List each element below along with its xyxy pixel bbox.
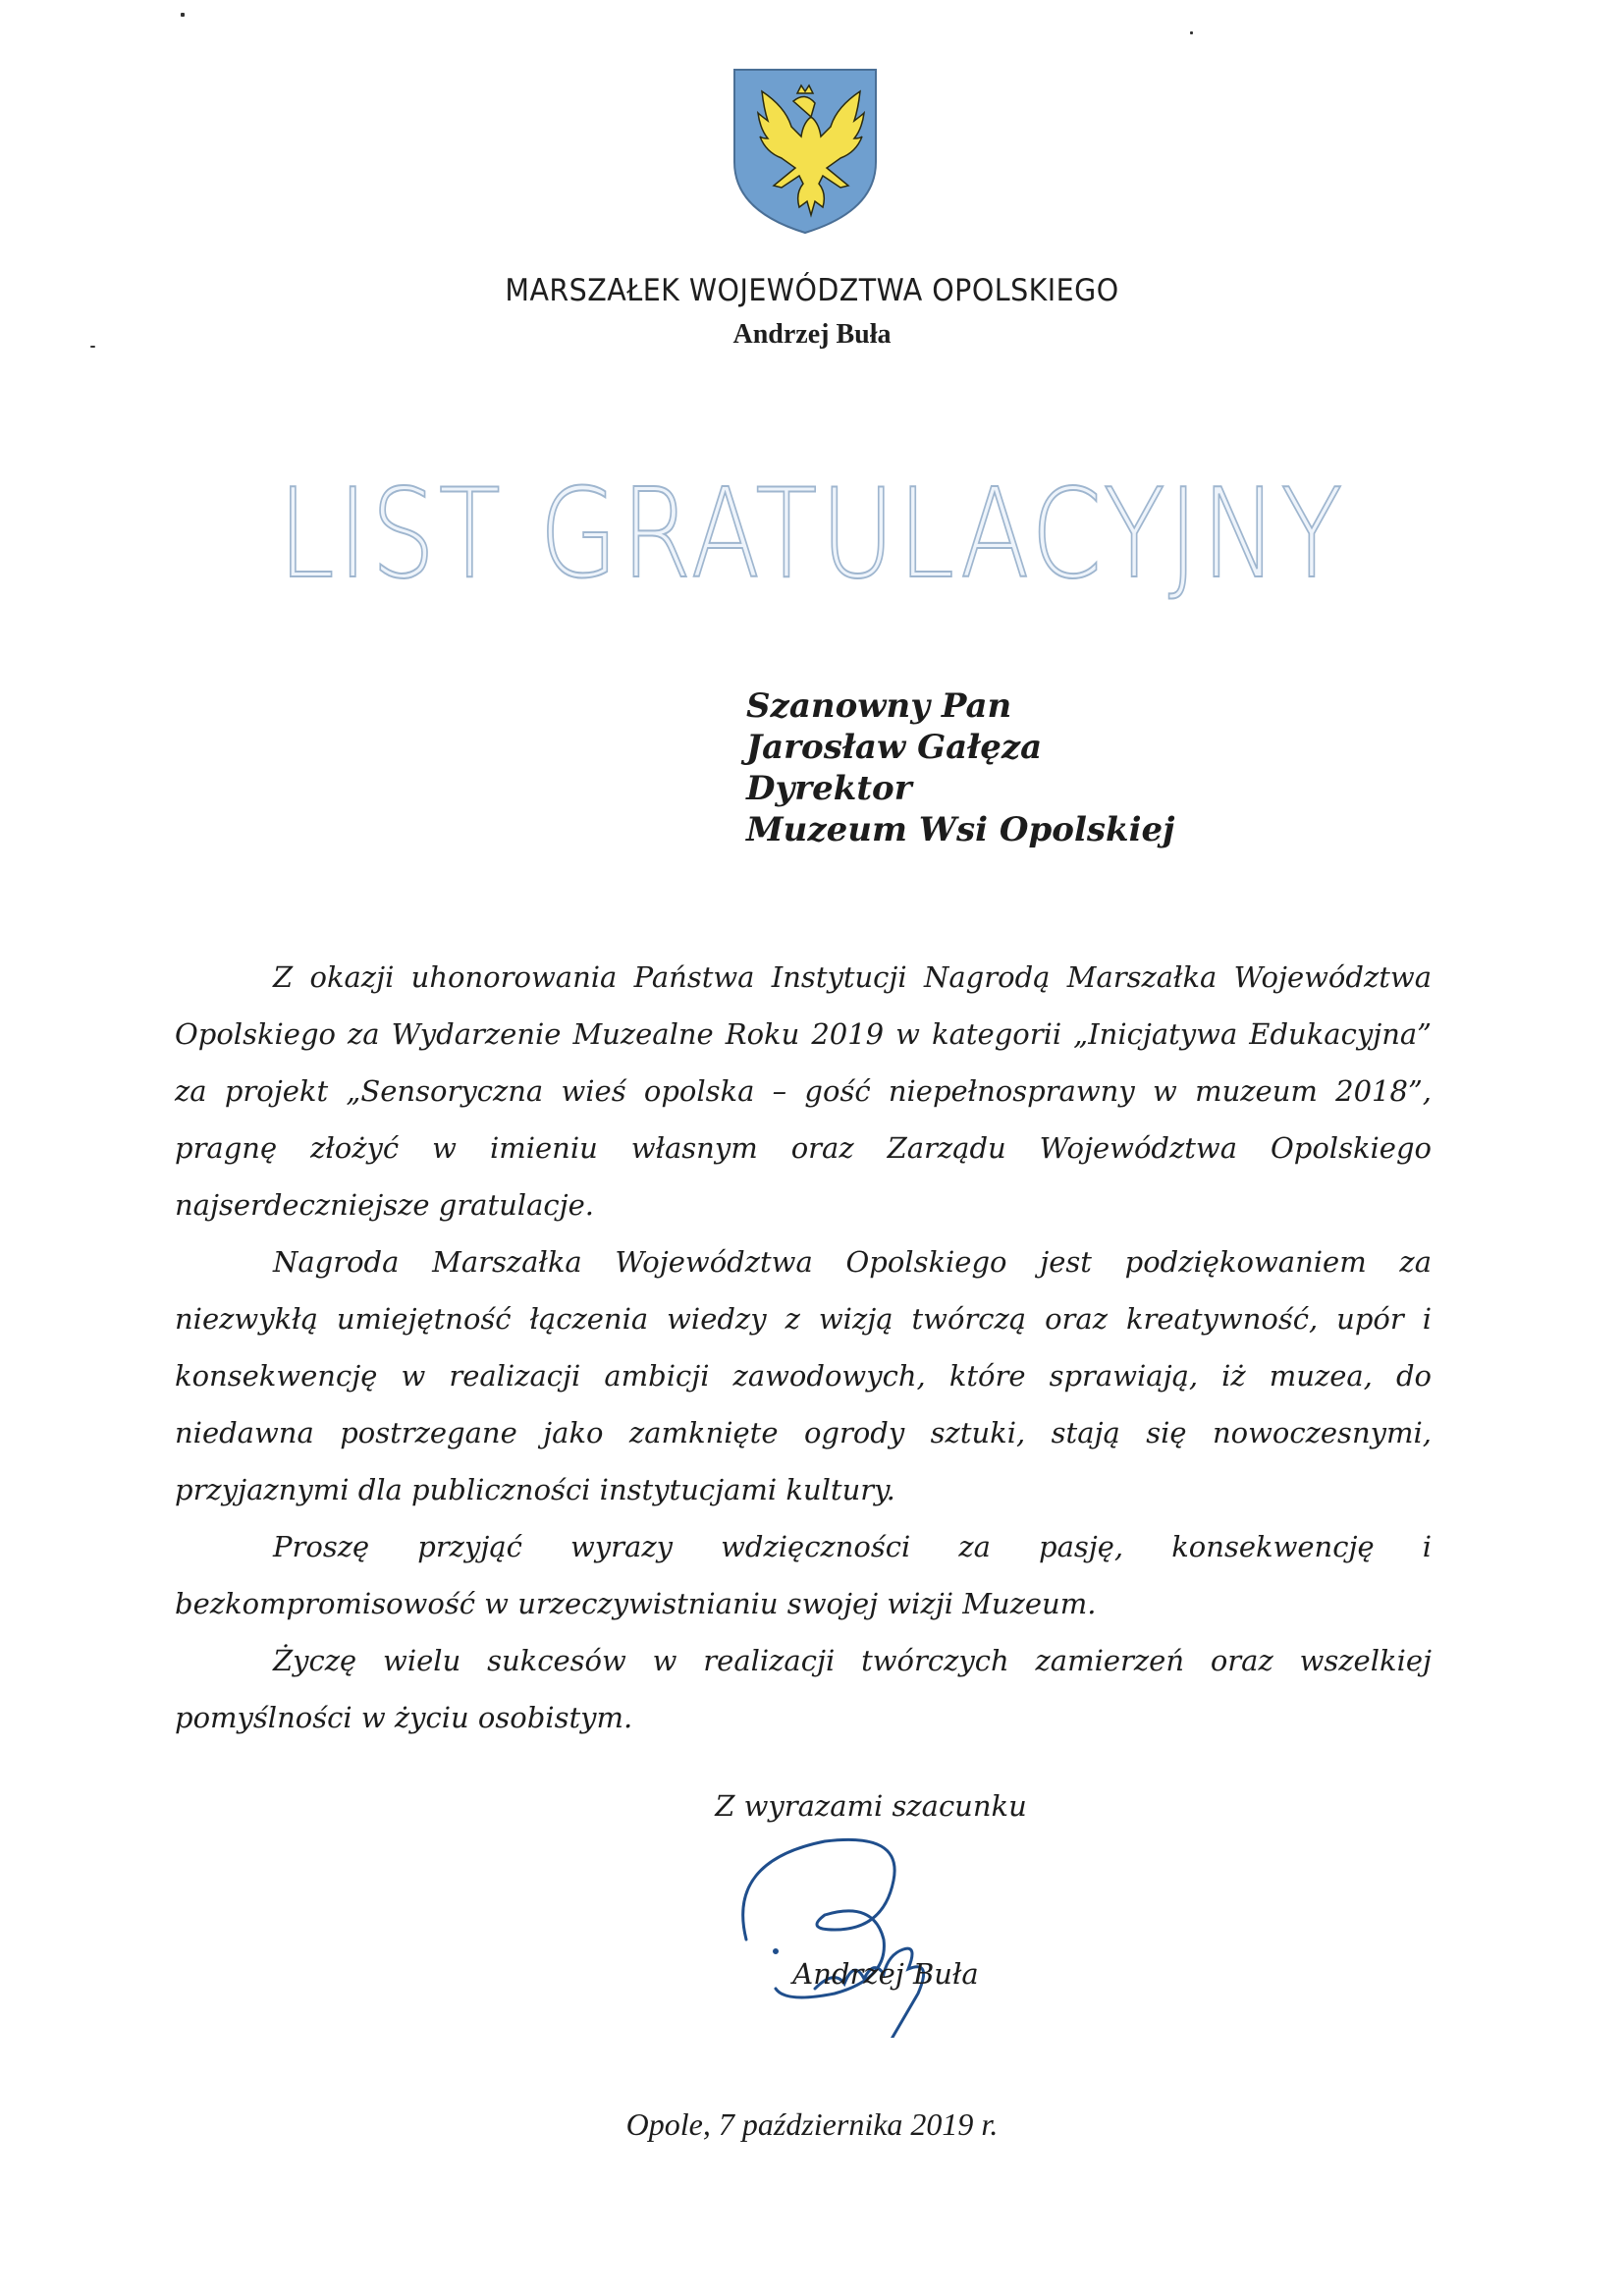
letter-body — [175, 949, 1432, 1746]
handwritten-signature — [707, 1822, 1021, 2038]
recipient-position: Dyrektor — [746, 769, 912, 808]
scan-speck — [1190, 31, 1193, 34]
recipient-salutation: Szanowny Pan — [746, 686, 1012, 726]
recipient-block — [746, 685, 1174, 850]
body-paragraph: Życzę wielu sukcesów w realizacji twórczych zamierzeń oraz wszelkiej pomyślności w życiu osobistym. — [175, 1644, 1432, 1734]
closing-text: Z wyrazami szacunku — [715, 1789, 1027, 1823]
office-heading: MARSZAŁEK WOJEWÓDZTWA OPOLSKIEGO — [505, 273, 1119, 308]
body-paragraph: Proszę przyjąć wyrazy wdzięczności za pasję, konsekwencję i bezkompromisowość w urzeczywistnianiu swojej wizji Muzeum. — [175, 1530, 1432, 1620]
document-title: LIST GRATULACYJNY — [278, 462, 1346, 606]
recipient-name: Jarosław Gałęza — [746, 728, 1043, 767]
scan-speck — [181, 13, 185, 17]
signer-name: Andrzej Buła — [792, 1957, 979, 1991]
coat-of-arms-emblem — [727, 64, 884, 236]
closing-line — [0, 1789, 1624, 1823]
marshal-name: Andrzej Buła — [732, 319, 892, 350]
signer-line — [0, 1957, 1624, 1991]
recipient-institution: Muzeum Wsi Opolskiej — [746, 810, 1175, 849]
body-paragraph: Nagroda Marszałka Województwa Opolskiego jest podziękowaniem za niezwykłą umiejętność łączenia wiedzy z wizją twórczą oraz kreatywność, upór i konsekwencję w realizacji ambicji zawodowych, które sprawiają, iż muzea, do niedawna postrzegane jako zamknięte ogrody sztuki, stają się nowoczesnymi, przyjaznymi dla publiczności instytucjami kultury. — [175, 1245, 1432, 1506]
place-and-date: Opole, 7 października 2019 r. — [625, 2106, 999, 2142]
body-paragraph: Z okazji uhonorowania Państwa Instytucji Nagrodą Marszałka Województwa Opolskiego za Wydarzenie Muzealne Roku 2019 w kategorii „Inicjatywa Edukacyjna” za projekt „Sensoryczna wieś opolska – gość niepełnosprawny w muzeum 2018”, pragnę złożyć w imieniu własnym oraz Zarządu Województwa Opolskiego najserdeczniejsze gratulacje. — [175, 960, 1432, 1222]
